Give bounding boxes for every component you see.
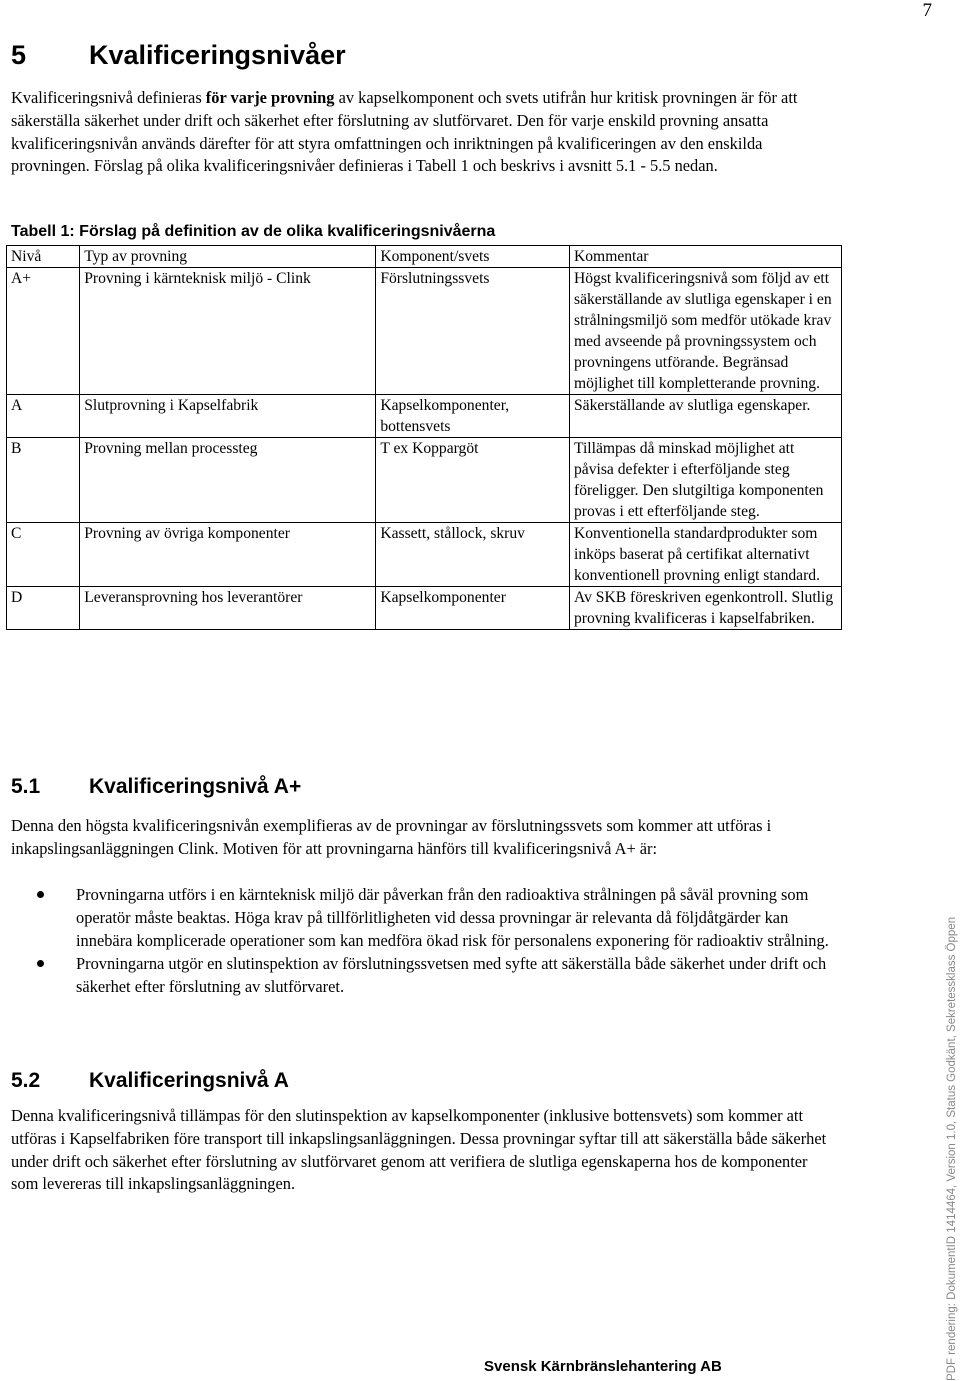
subsection-title: Kvalificeringsnivå A+ <box>89 775 302 798</box>
intro-emphasis: för varje provning <box>205 88 335 107</box>
subsection-heading-5-2 <box>11 1069 289 1093</box>
cell-komponent: Förslutningssvets <box>376 268 570 395</box>
bullet-list <box>11 883 831 998</box>
cell-niva: A+ <box>7 268 80 395</box>
list-item-text: Provningarna utgör en slutinspektion av förslutningssvetsen med syfte att säkerställa både säkerhet under drift och säkerhet efter förslutning av slutförvaret. <box>76 954 827 996</box>
cell-typ: Provning i kärnteknisk miljö - Clink <box>80 268 376 395</box>
cell-typ: Provning mellan processteg <box>80 438 376 523</box>
bullet-icon <box>37 891 44 898</box>
cell-niva: C <box>7 523 80 587</box>
header-kommentar: Kommentar <box>570 246 842 268</box>
pdf-rendering-note: PDF rendering: DokumentID 1414464, Version 1.0, Status Godkänt, Sekretessklass Öppen <box>946 916 958 1381</box>
list-item-text: Provningarna utförs i en kärnteknisk miljö där påverkan från den radioaktiva strålningen på såväl provning som operatör måste beaktas. Höga krav på tillförlitligheten vid dessa provningar är relevanta då följdåtgärder kan innebära komplicerade operationer som kan medföra ökad risk för personalens exponering för radioaktiv strålning. <box>76 885 829 950</box>
cell-komponent: T ex Koppargöt <box>376 438 570 523</box>
table-row <box>7 268 842 395</box>
section-intro <box>11 87 831 178</box>
table-row <box>7 523 842 587</box>
cell-komponent: Kapselkomponenter <box>376 587 570 630</box>
cell-komponent: Kassett, stållock, skruv <box>376 523 570 587</box>
subsection-heading-5-1 <box>11 775 301 799</box>
qualification-levels-table <box>6 245 842 630</box>
intro-text-start: Kvalificeringsnivå definieras <box>11 88 206 107</box>
table-caption: Tabell 1: Förslag på definition av de olika kvalificeringsnivåerna <box>11 223 496 240</box>
cell-kommentar: Tillämpas då minskad möjlighet att påvisa defekter i efterföljande steg föreligger. Den slutgiltiga komponenten provas i ett efterföljande steg. <box>570 438 842 523</box>
section-number: 5 <box>11 40 27 70</box>
cell-kommentar: Högst kvalificeringsnivå som följd av ett säkerställande av slutliga egenskaper i en strålningsmiljö som medför utökade krav med avseende på provningssystem och provningens utförande. Begränsad möjlighet till kompletterande provning. <box>570 268 842 395</box>
footer-organization: Svensk Kärnbränslehantering AB <box>484 1358 722 1375</box>
cell-typ: Slutprovning i Kapselfabrik <box>80 395 376 438</box>
table-row <box>7 395 842 438</box>
cell-komponent: Kapselkomponenter, bottensvets <box>376 395 570 438</box>
cell-niva: D <box>7 587 80 630</box>
header-komponent: Komponent/svets <box>376 246 570 268</box>
cell-kommentar: Säkerställande av slutliga egenskaper. <box>570 395 842 438</box>
cell-niva: A <box>7 395 80 438</box>
cell-typ: Provning av övriga komponenter <box>80 523 376 587</box>
section-title: Kvalificeringsnivåer <box>89 40 346 70</box>
subsection-number: 5.2 <box>11 1069 41 1092</box>
intro-text-end: av kapselkomponent och svets utifrån hur kritisk provningen är för att säkerställa säkerhet under drift och säkerhet efter förslutning av slutförvaret. Den för varje enskild provning ansatta kvalificeringsnivån används därefter för att styra omfattningen och inriktningen på kvalificeringen av den enskilda provningen. Förslag på olika kvalificeringsnivåer definieras i Tabell 1 och beskrivs i avsnitt 5.1 - 5.5 nedan. <box>11 88 798 176</box>
table-row <box>7 438 842 523</box>
cell-niva: B <box>7 438 80 523</box>
list-item <box>11 952 831 998</box>
page-number: 7 <box>922 0 932 21</box>
list-item <box>11 883 831 952</box>
subsection-title: Kvalificeringsnivå A <box>89 1069 289 1092</box>
table-header-row <box>7 246 842 268</box>
subsection-5-1-text: Denna den högsta kvalificeringsnivån exemplifieras av de provningar av förslutningssvets som kommer att utföras i inkapslingsanläggningen Clink. Motiven för att provningarna hänförs till kvalificeringsnivå A+ är: <box>11 816 772 858</box>
header-niva: Nivå <box>7 246 80 268</box>
bullet-icon <box>37 960 44 967</box>
header-typ: Typ av provning <box>80 246 376 268</box>
cell-kommentar: Konventionella standardprodukter som inköps baserat på certifikat alternativt konventionell provning enligt standard. <box>570 523 842 587</box>
table-row <box>7 587 842 630</box>
cell-kommentar: Av SKB föreskriven egenkontroll. Slutlig provning kvalificeras i kapselfabriken. <box>570 587 842 630</box>
section-heading <box>11 40 346 71</box>
subsection-number: 5.1 <box>11 775 41 798</box>
subsection-5-2-text: Denna kvalificeringsnivå tillämpas för den slutinspektion av kapselkomponenter (inklusive bottensvets) som kommer att utföras i Kapselfabriken före transport till inkapslingsanläggningen. Dessa provningar syftar till att säkerställa både säkerhet under drift och säkerhet efter förslutning av slutförvaret genom att verifiera de slutliga egenskaperna hos de komponenter som levereras till inkapslingsanläggningen. <box>11 1106 827 1194</box>
cell-typ: Leveransprovning hos leverantörer <box>80 587 376 630</box>
